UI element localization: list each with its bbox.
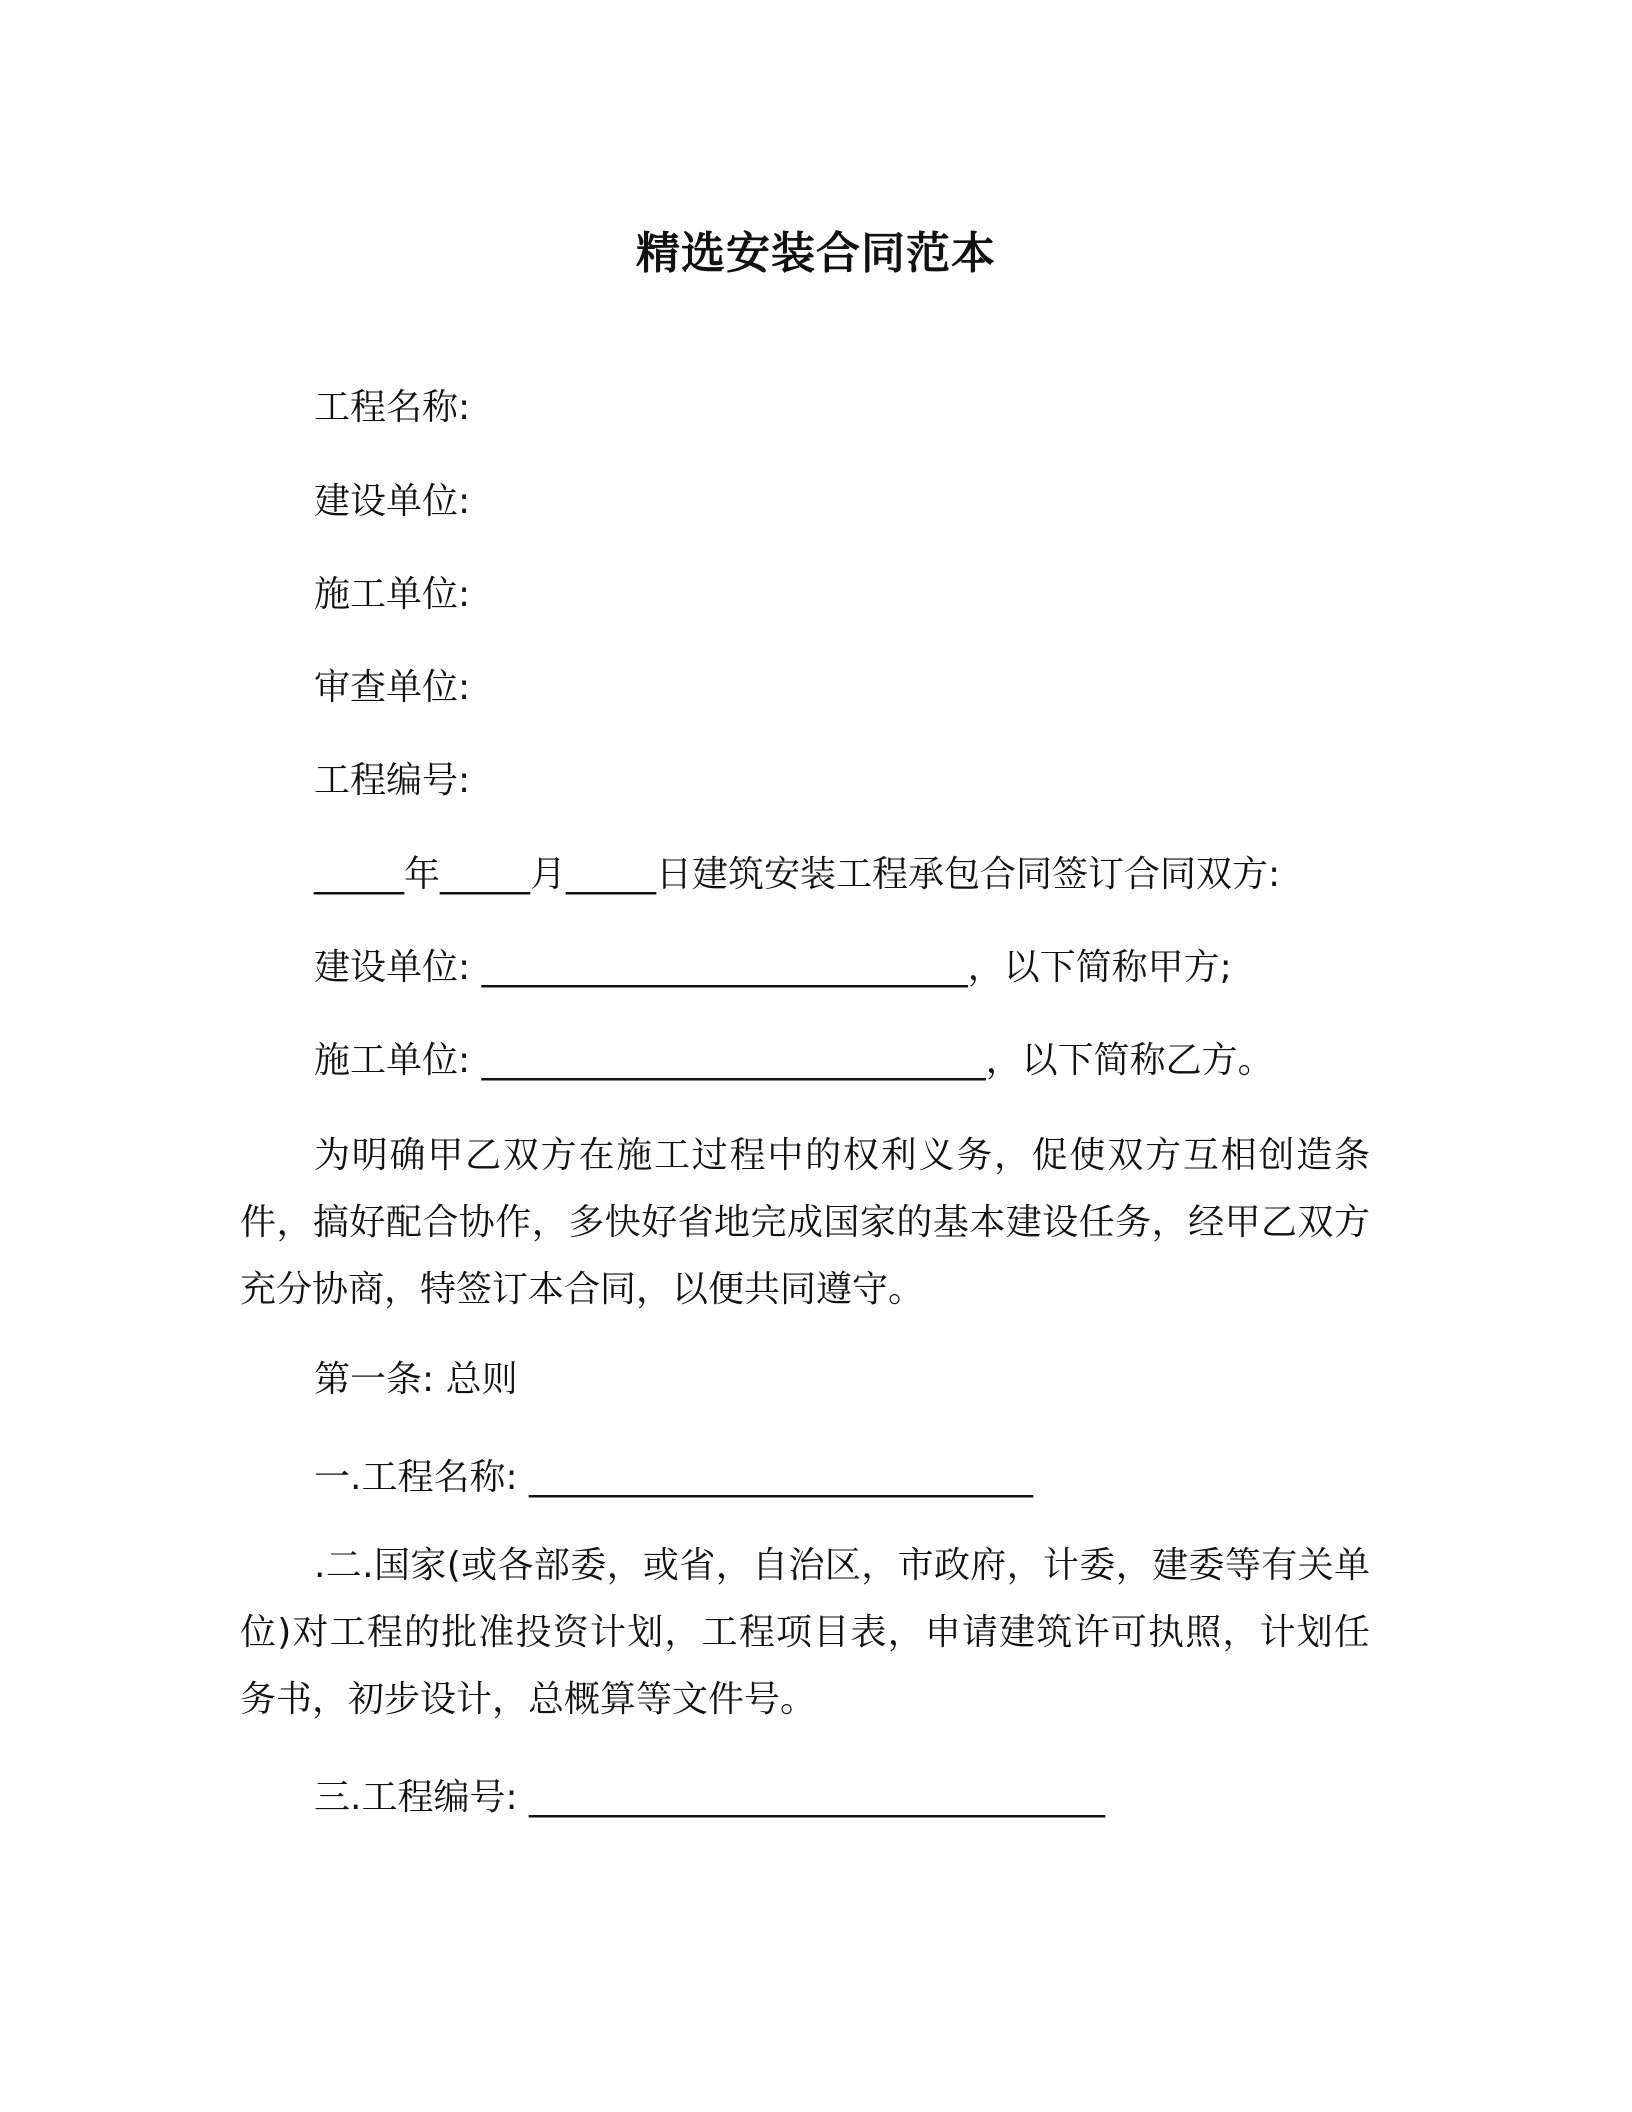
field-contractor-unit: 施工单位: — [314, 574, 471, 615]
field-project-name: 工程名称: — [314, 387, 471, 428]
intro-paragraph: 为明确甲乙双方在施工过程中的权利义务，促使双方互相创造条件，搞好配合协作，多快好省地完成国家的基本建设任务，经甲乙双方充分协商，特签订本合同，以便共同遵守。 — [240, 1135, 1370, 1310]
article-1-heading: 第一条: 总则 — [314, 1359, 518, 1400]
document-title: 精选安装合同范本 — [636, 228, 996, 279]
item-1-project-name: 一.工程名称: ____________________________ — [314, 1457, 1034, 1498]
item-2-paragraph: .二.国家(或各部委，或省，自治区，市政府，计委，建委等有关单位)对工程的批准投资计划，工程项目表，申请建筑许可执照，计划任务书，初步设计，总概算等文件号。 — [240, 1545, 1370, 1720]
party-a-line: 建设单位: ___________________________，以下简称甲方; — [314, 947, 1232, 988]
field-project-number: 工程编号: — [314, 760, 471, 801]
field-construction-unit: 建设单位: — [314, 481, 471, 522]
item-3-project-number: 三.工程编号: ________________________________ — [314, 1777, 1106, 1818]
party-b-line: 施工单位: ____________________________，以下简称乙方。 — [314, 1040, 1274, 1081]
field-review-unit: 审查单位: — [314, 667, 471, 708]
date-line: _____年_____月_____日建筑安装工程承包合同签订合同双方: — [314, 854, 1281, 895]
